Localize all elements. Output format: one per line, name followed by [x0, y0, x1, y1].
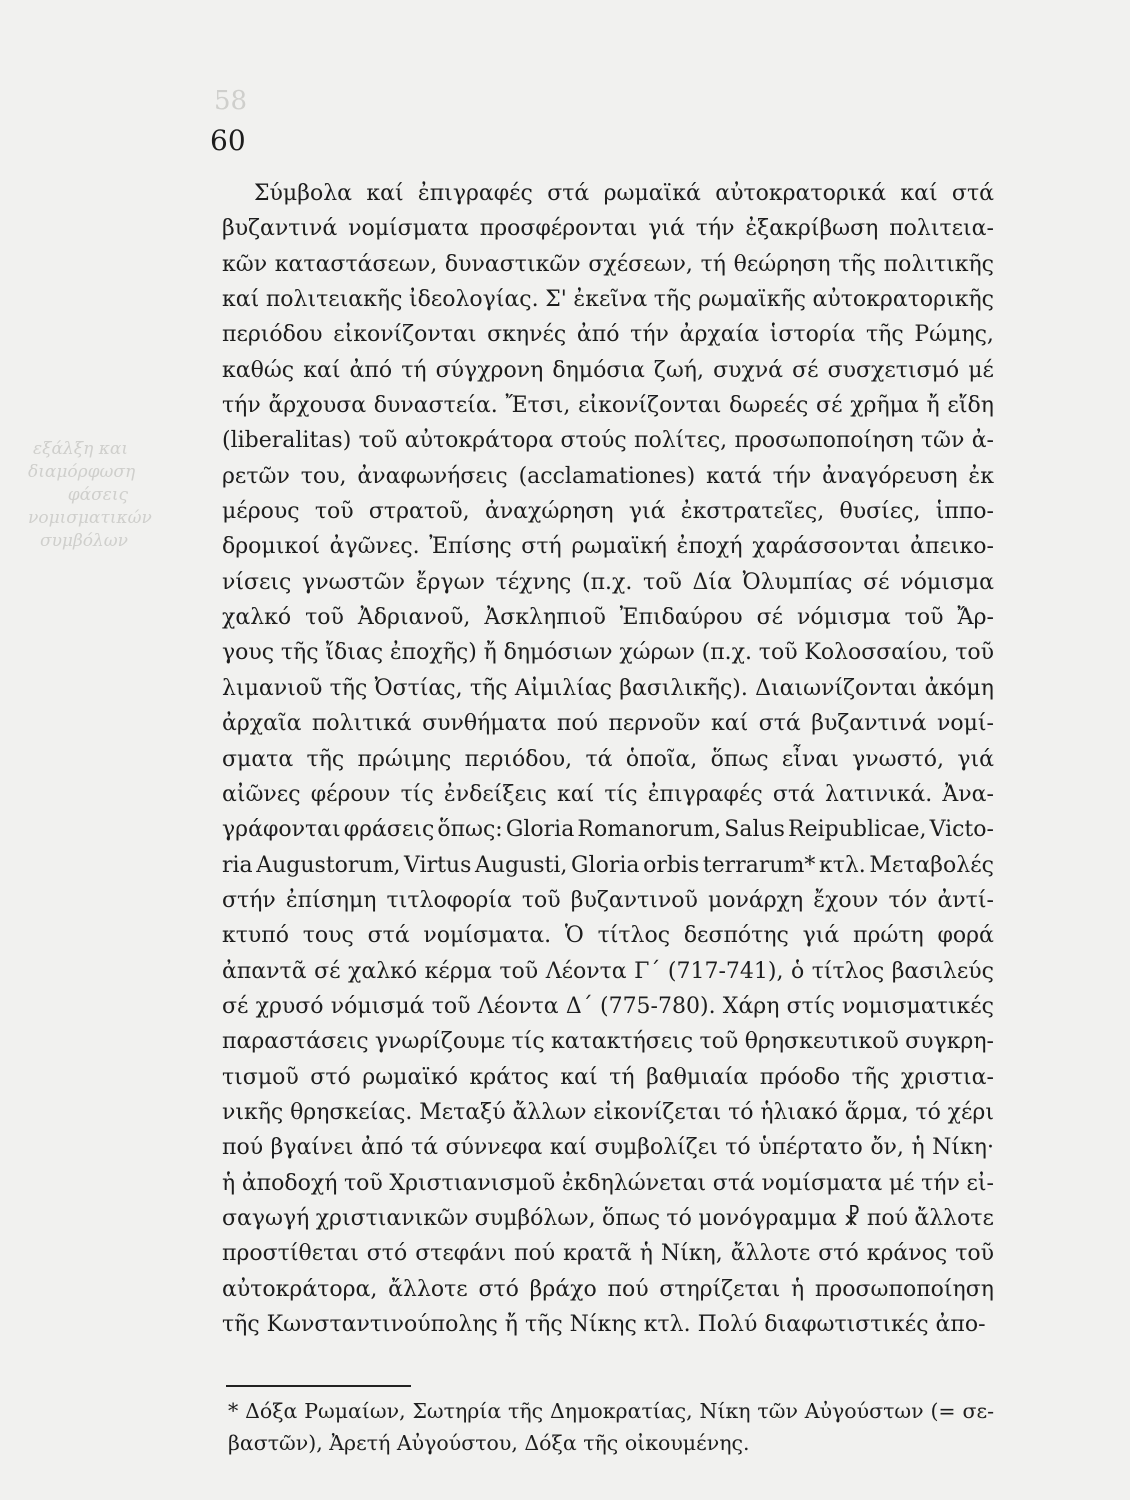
text-line: ria Augustorum, Virtus Augusti, Gloria orbis terrarum* κτλ. Μεταβολές	[222, 852, 994, 878]
text-line: γους τῆς ἴδιας ἐποχῆς) ἤ δημόσιων χώρων (π.χ. τοῦ Κολοσσαίου, τοῦ	[222, 640, 994, 666]
text-line: σματα τῆς πρώιμης περιόδου, τά ὁποῖα, ὅπως εἶναι γνωστό, γιά	[222, 746, 994, 772]
text-line: πού βγαίνει ἀπό τά σύννεφα καί συμβολίζει τό ὑπέρτατο ὄν, ἡ Νίκη·	[222, 1135, 994, 1161]
text-line: παραστάσεις γνωρίζουμε τίς κατακτήσεις τοῦ θρησκευτικοῦ συγκρη-	[222, 1029, 994, 1055]
text-line: βυζαντινά νομίσματα προσφέρονται γιά τήν ἐξακρίβωση πολιτεια-	[222, 216, 994, 242]
text-line: τῆς Κωνσταντινούπολης ἤ τῆς Νίκης κτλ. Πολύ διαφωτιστικές ἀπο-	[222, 1312, 986, 1337]
bleed-note-line: διαμόρφωση	[28, 462, 136, 482]
text-line: χαλκό τοῦ Ἀδριανοῦ, Ἀσκληπιοῦ Ἐπιδαύρου σέ νόμισμα τοῦ Ἄρ-	[222, 605, 994, 631]
text-line: γράφονται φράσεις ὅπως: Gloria Romanorum, Salus Reipublicae, Victo-	[222, 817, 994, 843]
text-line: νικῆς θρησκείας. Μεταξύ ἄλλων εἰκονίζεται τό ἡλιακό ἅρμα, τό χέρι	[222, 1099, 994, 1125]
bleed-note-line: φάσεις	[67, 485, 128, 505]
text-line: δρομικοί ἀγῶνες. Ἐπίσης στή ρωμαϊκή ἐποχή χαράσσονται ἀπεικο-	[222, 534, 994, 560]
bleed-note-line: εξάλξη και	[33, 439, 128, 459]
text-line: Σύμβολα καί ἐπιγραφές στά ρωμαϊκά αὐτοκρατορικά καί στά	[254, 181, 994, 206]
text-line: αὐτοκράτορα, ἄλλοτε στό βράχο πού στηρίζεται ἡ προσωποποίηση	[222, 1276, 994, 1302]
text-line: σέ χρυσό νόμισμά τοῦ Λέοντα Δ΄ (775-780). Χάρη στίς νομισματικές	[222, 993, 994, 1019]
text-line: κτυπό τους στά νομίσματα. Ὁ τίτλος δεσπότης γιά πρώτη φορά	[222, 923, 994, 949]
text-line: περιόδου εἰκονίζονται σκηνές ἀπό τήν ἀρχαία ἱστορία τῆς Ρώμης,	[222, 322, 994, 348]
text-line: καί πολιτειακῆς ἰδεολογίας. Σ' ἐκεῖνα τῆς ρωμαϊκῆς αὐτοκρατορικῆς	[222, 287, 994, 313]
footnote	[228, 1395, 994, 1459]
text-line: ρετῶν του, ἀναφωνήσεις (acclamationes) κατά τήν ἀναγόρευση ἐκ	[222, 463, 994, 489]
text-line: λιμανιοῦ τῆς Ὀστίας, τῆς Αἰμιλίας βασιλικῆς). Διαιωνίζονται ἀκόμη	[222, 675, 994, 701]
text-line: τισμοῦ στό ρωμαϊκό κράτος καί τή βαθμιαία πρόοδο τῆς χριστια-	[222, 1064, 994, 1090]
text-line: βαστῶν), Ἀρετή Αὐγούστου, Δόξα τῆς οἰκουμένης.	[228, 1431, 750, 1455]
text-line: προστίθεται στό στεφάνι πού κρατᾶ ἡ Νίκη, ἄλλοτε στό κράνος τοῦ	[222, 1241, 994, 1267]
bleed-note-line: συμβόλων	[39, 531, 128, 551]
text-line: κῶν καταστάσεων, δυναστικῶν σχέσεων, τή θεώρηση τῆς πολιτικῆς	[222, 251, 994, 277]
body-text	[222, 176, 994, 1342]
text-line: καθώς καί ἀπό τή σύγχρονη δημόσια ζωή, συχνά σέ συσχετισμό μέ	[222, 357, 994, 383]
text-line: νίσεις γνωστῶν ἔργων τέχνης (π.χ. τοῦ Δία Ὀλυμπίας σέ νόμισμα	[222, 569, 994, 595]
bleed-note-line: νομισματικών	[28, 508, 152, 528]
text-line: ἡ ἀποδοχή τοῦ Χριστιανισμοῦ ἐκδηλώνεται στά νομίσματα μέ τήν εἰ-	[222, 1170, 994, 1196]
text-line: αἰῶνες φέρουν τίς ἐνδείξεις καί τίς ἐπιγραφές στά λατινικά. Ἀνα-	[222, 781, 994, 807]
text-line: ἀρχαῖα πολιτικά συνθήματα πού περνοῦν καί στά βυζαντινά νομί-	[222, 711, 994, 737]
text-line: * Δόξα Ρωμαίων, Σωτηρία τῆς Δημοκρατίας, Νίκη τῶν Αὐγούστων (= σε-	[228, 1399, 994, 1423]
text-line: μέρους τοῦ στρατοῦ, ἀναχώρηση γιά ἐκστρατεῖες, θυσίες, ἱππο-	[222, 499, 994, 525]
text-line: σαγωγή χριστιανικῶν συμβόλων, ὅπως τό μονόγραμμα ☧ πού ἄλλοτε	[222, 1205, 994, 1231]
text-line: τήν ἄρχουσα δυναστεία. Ἔτσι, εἰκονίζονται δωρεές σέ χρῆμα ἤ εἴδη	[222, 393, 994, 419]
text-line: ἀπαντᾶ σέ χαλκό κέρμα τοῦ Λέοντα Γ΄ (717-741), ὁ τίτλος βασιλεύς	[222, 958, 994, 984]
text-line: στήν ἐπίσημη τιτλοφορία τοῦ βυζαντινοῦ μονάρχη ἔχουν τόν ἀντί-	[222, 887, 994, 913]
bleed-through-margin-note	[28, 438, 152, 553]
page-number: 60	[210, 124, 246, 157]
bleed-through-page-number: 58	[214, 86, 248, 116]
text-line: (liberalitas) τοῦ αὐτοκράτορα στούς πολίτες, προσωποποίηση τῶν ἀ-	[222, 428, 994, 454]
footnote-divider	[226, 1385, 411, 1387]
